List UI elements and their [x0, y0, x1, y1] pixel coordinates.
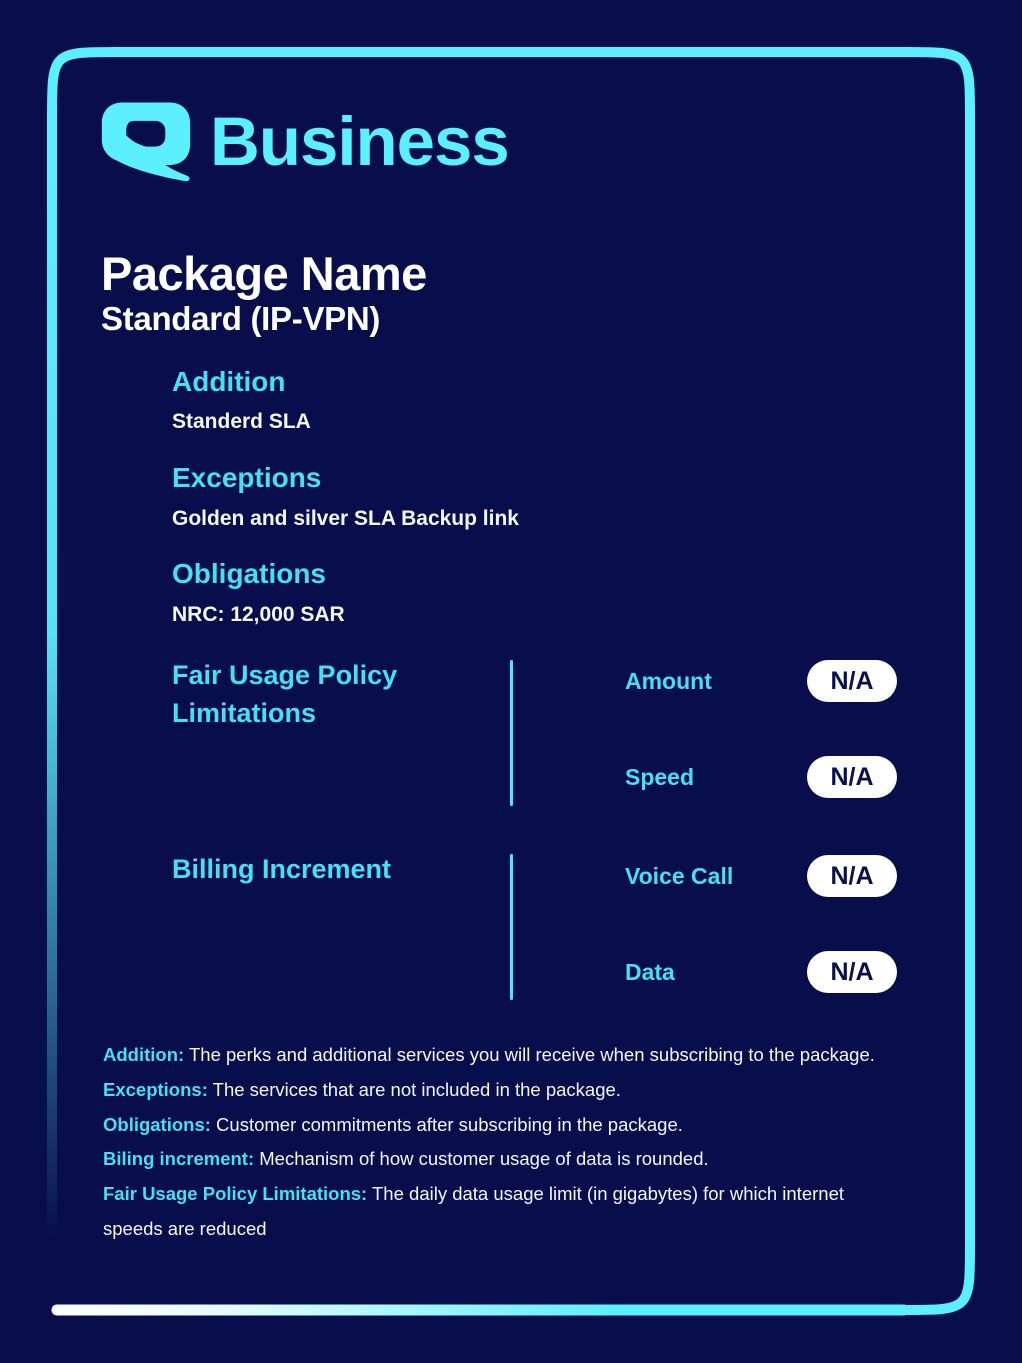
footnote-text: Customer commitments after subscribing in the package. [210, 1113, 683, 1135]
footnote-text: The daily data usage limit (in gigabytes) for which internet speeds are reduced [103, 1183, 844, 1239]
row-label-amount: Amount [625, 667, 712, 694]
fair-usage-heading: Fair Usage Policy Limitations [172, 660, 398, 728]
footnotes [103, 1038, 903, 1247]
footnote-label: Addition: [103, 1044, 185, 1065]
section-heading-addition: Addition [172, 366, 286, 397]
footnote-label: Exceptions: [103, 1078, 208, 1100]
footnote-fair-usage [103, 1177, 903, 1247]
section-value-obligations: NRC: 12,000 SAR [172, 603, 345, 626]
footnote-text: Mechanism of how customer usage of data is rounded. [254, 1148, 709, 1170]
value-pill-amount: N/A [807, 660, 897, 702]
footnote-label: Biling increment: [103, 1148, 255, 1170]
value-pill-voice-call: N/A [807, 855, 897, 897]
package-name: Standard (IP-VPN) [101, 300, 381, 337]
section-value-addition: Standerd SLA [172, 410, 311, 433]
speech-bubble-logo-icon [100, 100, 192, 184]
fair-usage-row-speed [625, 756, 897, 798]
billing-divider [510, 854, 513, 1000]
row-label-voice-call: Voice Call [625, 862, 734, 889]
footnote-label: Obligations: [103, 1113, 211, 1135]
footnote-obligations [103, 1108, 903, 1143]
brand-wordmark: Business [210, 103, 509, 180]
brand-logo [100, 100, 509, 184]
footnote-billing-increment [103, 1142, 903, 1177]
section-heading-obligations: Obligations [172, 558, 326, 589]
row-label-speed: Speed [625, 763, 695, 790]
fair-usage-divider [510, 660, 513, 806]
footnote-text: The services that are not included in the package. [207, 1078, 621, 1100]
value-pill-data: N/A [807, 951, 897, 993]
billing-increment-heading: Billing Increment [172, 854, 392, 884]
row-label-data: Data [625, 958, 675, 985]
footnote-exceptions [103, 1073, 903, 1108]
billing-row-voice-call [625, 855, 897, 897]
section-value-exceptions: Golden and silver SLA Backup link [172, 507, 519, 530]
footnote-addition [103, 1038, 903, 1073]
footnote-label: Fair Usage Policy Limitations: [103, 1183, 368, 1205]
fair-usage-row-amount [625, 660, 897, 702]
value-pill-speed: N/A [807, 756, 897, 798]
section-heading-exceptions: Exceptions [172, 462, 322, 493]
footnote-text: The perks and additional services you will receive when subscribing to the package. [184, 1044, 875, 1065]
billing-row-data [625, 951, 897, 993]
page-title: Package Name [101, 247, 427, 300]
